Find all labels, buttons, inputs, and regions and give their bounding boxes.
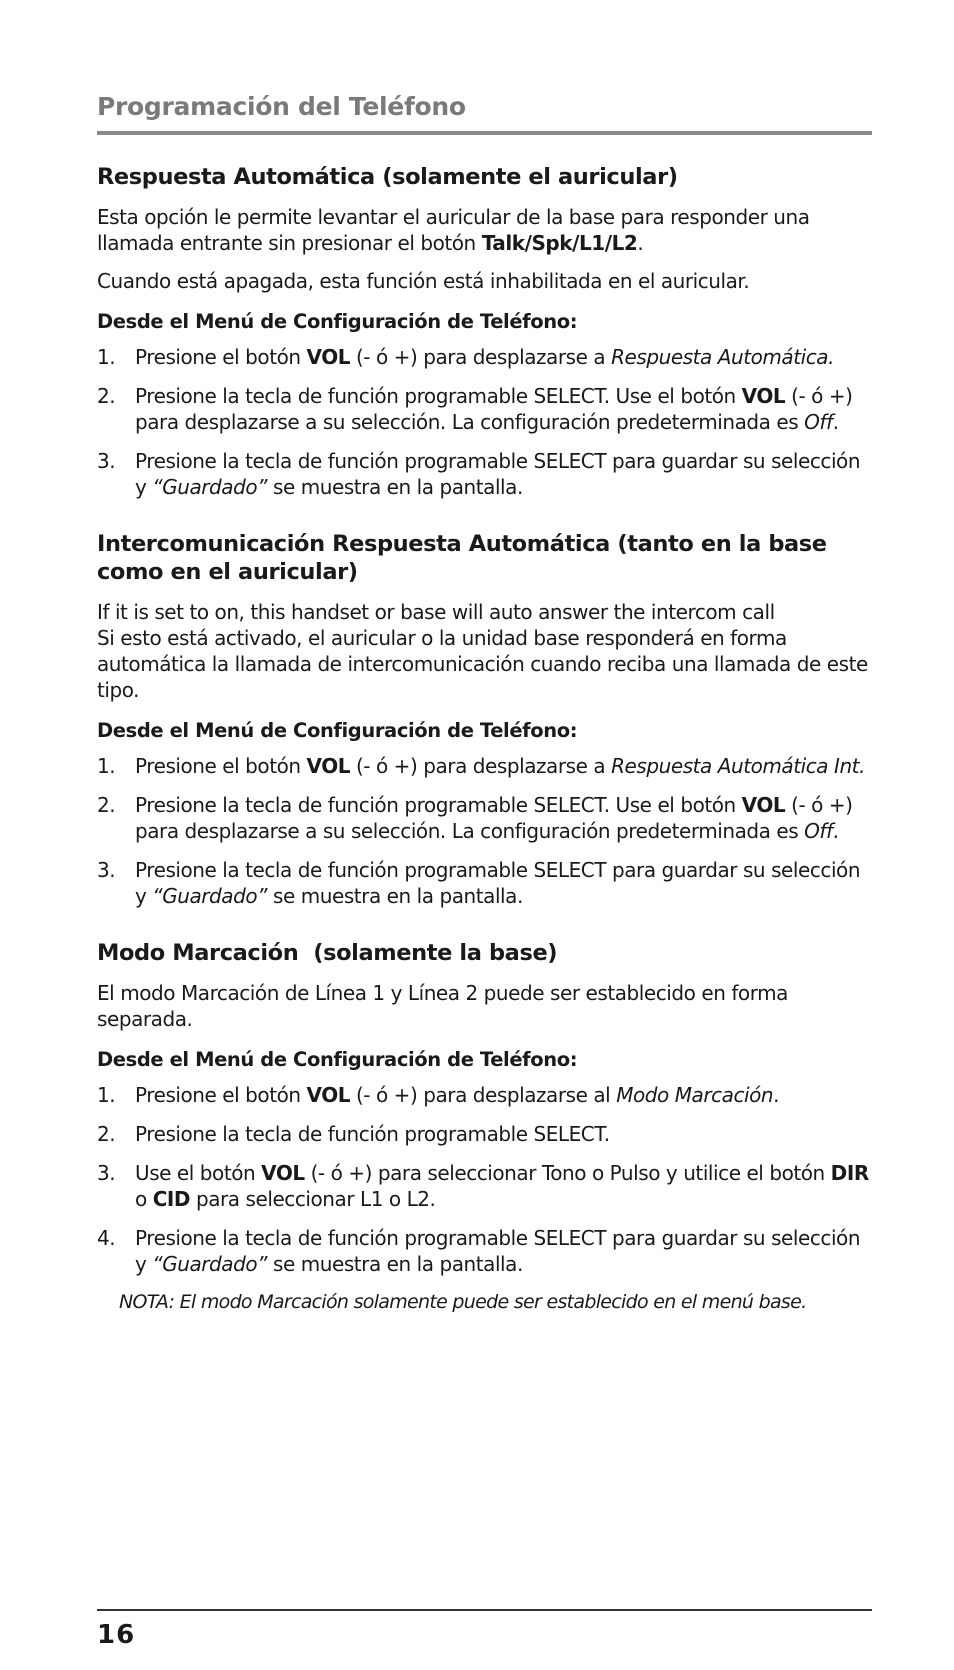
- section-dial-mode: [97, 939, 872, 1314]
- section-auto-answer: [97, 163, 872, 500]
- subheading: Desde el Menú de Configuración de Teléfono:: [97, 310, 578, 333]
- list-item: 3. Use el botón VOL (- ó +) para seleccionar Tono o Pulso y utilice el botón DIR o CID para seleccionar L1 o L2.: [97, 1161, 869, 1211]
- list-item: 2. Presione la tecla de función programable SELECT. Use el botón VOL (- ó +) para desplazarse a su selección. La configuración predeterminada es Off.: [97, 793, 853, 843]
- page-number: 16: [97, 1620, 136, 1650]
- list-item: 3. Presione la tecla de función programable SELECT para guardar su selección y “Guardado” se muestra en la pantalla.: [97, 858, 861, 908]
- paragraph: El modo Marcación de Línea 1 y Línea 2 puede ser establecido en forma separada.: [97, 981, 788, 1031]
- note: NOTA: El modo Marcación solamente puede ser establecido en el menú base.: [119, 1291, 807, 1313]
- paragraph: If it is set to on, this handset or base will auto answer the intercom call Si esto está activado, el auricular o la unidad base responderá en forma automática la llamada de intercomunicación cuando reciba una llamada de este tipo.: [97, 600, 868, 702]
- steps-list: [97, 1082, 872, 1277]
- steps-list: [97, 753, 872, 909]
- page-content: [97, 92, 872, 1314]
- subheading: Desde el Menú de Configuración de Teléfono:: [97, 1048, 578, 1071]
- page-header: Programación del Teléfono: [97, 92, 872, 135]
- list-item: 1. Presione el botón VOL (- ó +) para desplazarse a Respuesta Automática.: [97, 345, 834, 369]
- section-title: Respuesta Automática (solamente el auricular): [97, 164, 678, 190]
- steps-list: [97, 344, 872, 500]
- paragraph: Cuando está apagada, esta función está inhabilitada en el auricular.: [97, 269, 750, 293]
- list-item: 2. Presione la tecla de función programable SELECT.: [97, 1122, 610, 1146]
- section-intercom-auto-answer: [97, 530, 872, 909]
- list-item: 2. Presione la tecla de función programable SELECT. Use el botón VOL (- ó +) para desplazarse a su selección. La configuración predeterminada es Off.: [97, 384, 853, 434]
- section-title: Modo Marcación (solamente la base): [97, 940, 558, 966]
- list-item: 4. Presione la tecla de función programable SELECT para guardar su selección y “Guardado” se muestra en la pantalla.: [97, 1226, 861, 1276]
- subheading: Desde el Menú de Configuración de Teléfono:: [97, 719, 578, 742]
- paragraph: Esta opción le permite levantar el auricular de la base para responder una llamada entrante sin presionar el botón Talk/Spk/L1/L2.: [97, 205, 810, 255]
- section-title: Intercomunicación Respuesta Automática (tanto en la base como en el auricular): [97, 531, 827, 585]
- list-item: 1. Presione el botón VOL (- ó +) para desplazarse a Respuesta Automática Int.: [97, 754, 865, 778]
- list-item: 1. Presione el botón VOL (- ó +) para desplazarse al Modo Marcación.: [97, 1083, 780, 1107]
- button-name: Talk/Spk/L1/L2: [481, 231, 638, 255]
- footer-divider: [97, 1609, 872, 1611]
- list-item: 3. Presione la tecla de función programable SELECT para guardar su selección y “Guardado” se muestra en la pantalla.: [97, 449, 861, 499]
